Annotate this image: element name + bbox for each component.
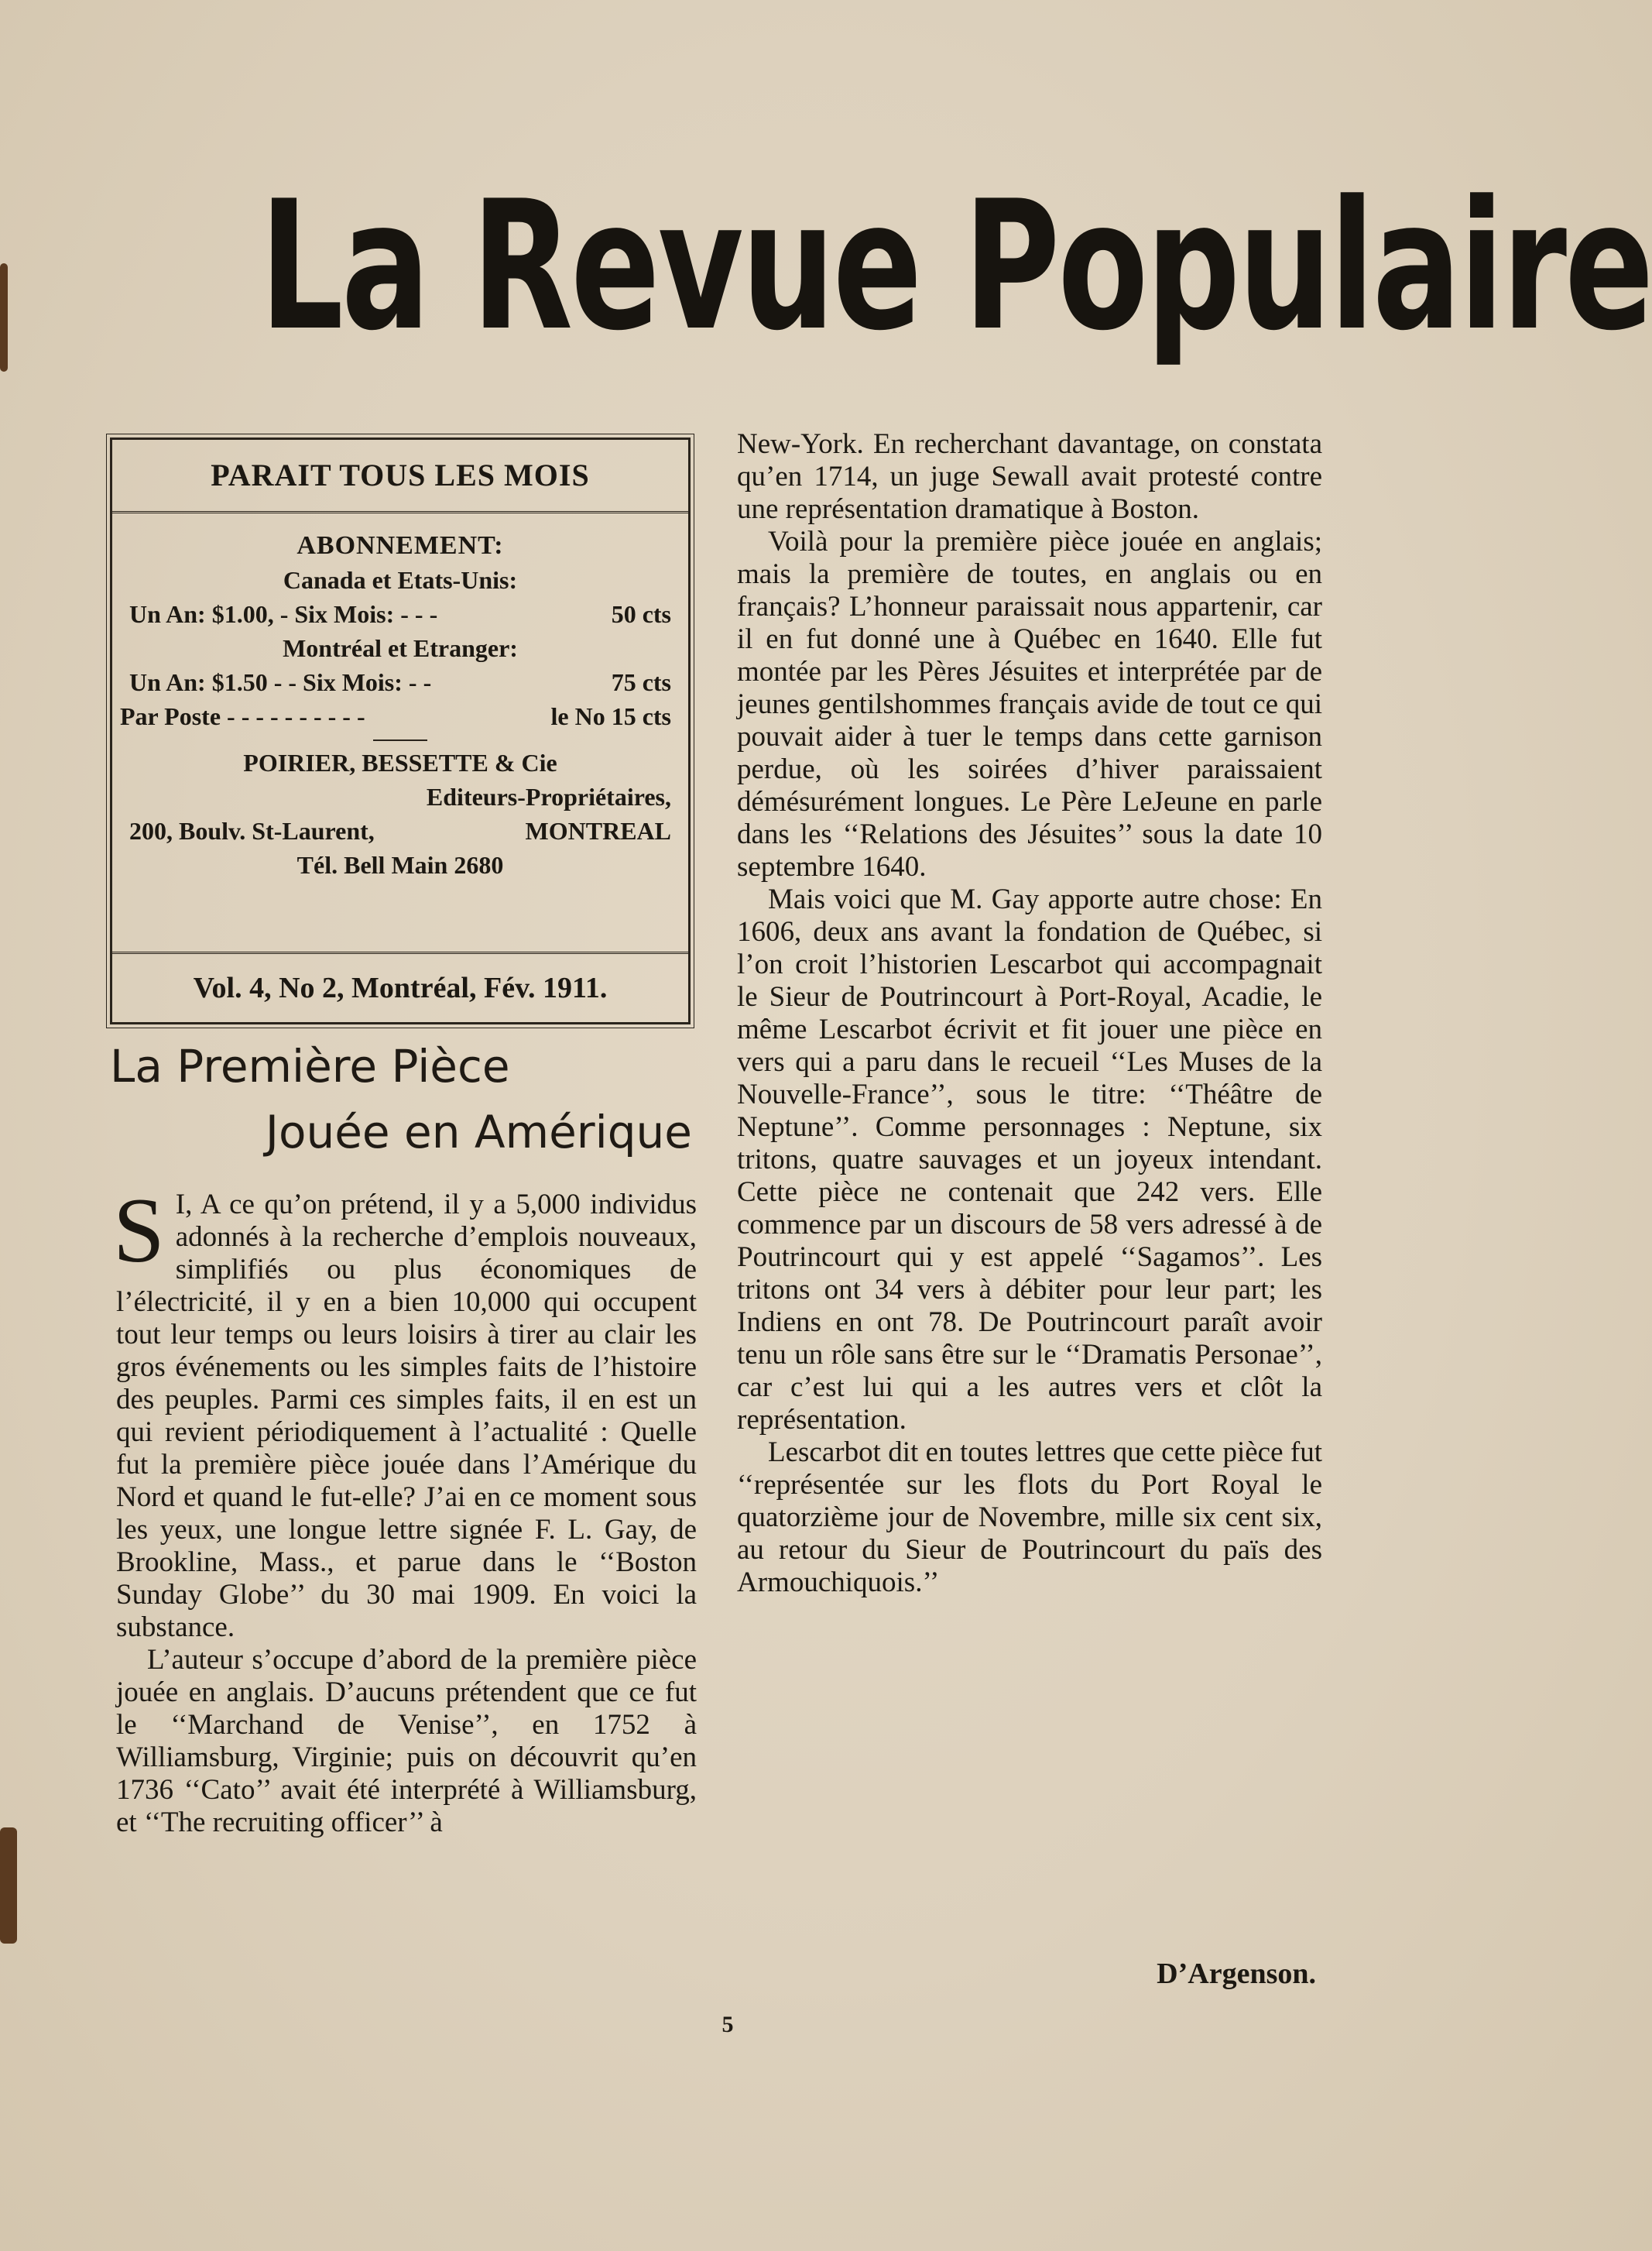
binding-mark [0, 1827, 17, 1944]
publisher-role: Editeurs-Propriétaires, [426, 783, 671, 811]
article-title-line1: La Première Pièce [110, 1040, 510, 1093]
article-paragraph: Lescarbot dit en toutes lettres que cette pièce fut ‘‘représentée sur les flots du Port Royal le quatorzième jour de Novembre, mille six cent six, au retour du Sieur de Poutrincourt du païs des Armouchiquois.’’ [737, 1436, 1322, 1598]
region-canada-annual: Un An: $1.00, - Six Mois: - - - [129, 600, 438, 628]
binding-mark [0, 263, 8, 372]
masthead-title: La Revue Populaire [259, 163, 1652, 370]
article-paragraph: Mais voici que M. Gay apporte autre chose: En 1606, deux ans avant la fondation de Québec, si l’on croit l’historien Lescarbot qui accompagnait le Sieur de Poutrincourt à Port-Royal, Acadie, le même Lescarbot écrivit et fit jouer une pièce en vers qui a paru dans le recueil ‘‘Les Muses de la Nouvelle-France’’, sous le titre: ‘‘Théâtre de Neptune’’. Comme personnages : Neptune, six tritons, quatre sauvages et un joyeux intendant. Cette pièce ne contenait que 242 vers. Elle commence par un discours de 58 vers adressé à de Poutrincourt qui y est appelé ‘‘Sagamos’’. Les tritons ont 34 vers à débiter pour leur part; les Indiens en ont 78. De Poutrincourt paraît avoir tenu un rôle sans être sur le ‘‘Dramatis Personae’’, car c’est lui qui a les autres vers et clôt la représentation. [737, 884, 1322, 1436]
page-number: 5 [721, 2012, 734, 2037]
article-paragraph: Voilà pour la première pièce jouée en anglais; mais la première de toutes, en anglais ou en français? L’honneur paraissait nous appartenir, car il en fut donné une à Québec en 1640. Elle fut montée par les Pères Jésuites et interprétée par de jeunes gentilshommes français avide de tout ce qui pouvait aider à tuer le temps dans cette garnison perdue, où les soirées d’hiver paraissaient démésurément longues. Le Père LeJeune en parle dans les ‘‘Relations des Jésuites’’ sous la date 10 septembre 1640. [737, 526, 1322, 883]
article-column-left [113, 1179, 697, 1839]
region-canada-rates [112, 597, 688, 631]
poste-rate [112, 699, 688, 733]
address-city: MONTREAL [525, 817, 671, 845]
subscription-header: PARAIT TOUS LES MOIS [112, 440, 688, 513]
article-paragraph: New-York. En recherchant davantage, on constata qu’en 1714, un juge Sewall avait protesté contre une représentation dramatique à Boston. [737, 428, 1322, 525]
publisher-name: POIRIER, BESSETTE & Cie [243, 749, 557, 777]
abonnement-heading: ABONNEMENT: [296, 531, 504, 560]
region-canada-label: Canada et Etats-Unis: [283, 566, 518, 594]
article-paragraph [113, 1179, 697, 1644]
short-rule [373, 739, 427, 741]
paragraph-text: I, A ce qu’on prétend, il y a 5,000 individus adonnés à la recherche d’emplois nouveaux, simplifiés ou plus économiques de l’électricité, il y en a bien 10,000 qui occupent tout leur temps ou leurs loisirs à tirer au clair les gros événements ou les simples faits de l’histoire des peuples. Parmi ces simples faits, il en est un qui revient périodiquement à l’actualité : Quelle fut la première pièce jouée dans l’Amérique du Nord et quand le fut-elle? J’ai en ce moment sous les yeux, une longue lettre signée F. L. Gay, de Brookline, Mass., et parue dans le ‘‘Boston Sunday Globe’’ du 30 mai 1909. En voici la substance. [116, 1189, 697, 1643]
article-title [110, 1034, 698, 1165]
issue-line: Vol. 4, No 2, Montréal, Fév. 1911. [112, 952, 688, 1022]
article-column-right [737, 428, 1322, 1599]
region-montreal-annual: Un An: $1.50 - - Six Mois: - - [129, 668, 432, 696]
publisher-address [112, 814, 688, 848]
region-canada-price: 50 cts [611, 600, 671, 628]
region-montreal-rates [112, 665, 688, 699]
subscription-box [110, 438, 691, 1024]
publisher-phone: Tél. Bell Main 2680 [296, 851, 504, 879]
author-signature: D’Argenson. [1157, 1958, 1316, 1990]
region-montreal-price: 75 cts [611, 668, 671, 696]
region-montreal-label: Montréal et Etranger: [283, 634, 518, 662]
address-street: 200, Boulv. St-Laurent, [129, 817, 375, 845]
poste-label: Par Poste - - - - - - - - - - [120, 702, 365, 730]
article-title-line2: Jouée en Amérique [265, 1106, 692, 1158]
article-paragraph: L’auteur s’occupe d’abord de la première pièce jouée en anglais. D’aucuns prétendent que ce fut le ‘‘Marchand de Venise’’, en 1752 à Williamsburg, Virginie; puis on découvrit qu’en 1736 ‘‘Cato’’ avait été interprété à Williamsburg, et ‘‘The recruiting officer’’ à [116, 1644, 697, 1838]
drop-cap: S [113, 1179, 165, 1282]
poste-price: le No 15 cts [550, 702, 671, 730]
